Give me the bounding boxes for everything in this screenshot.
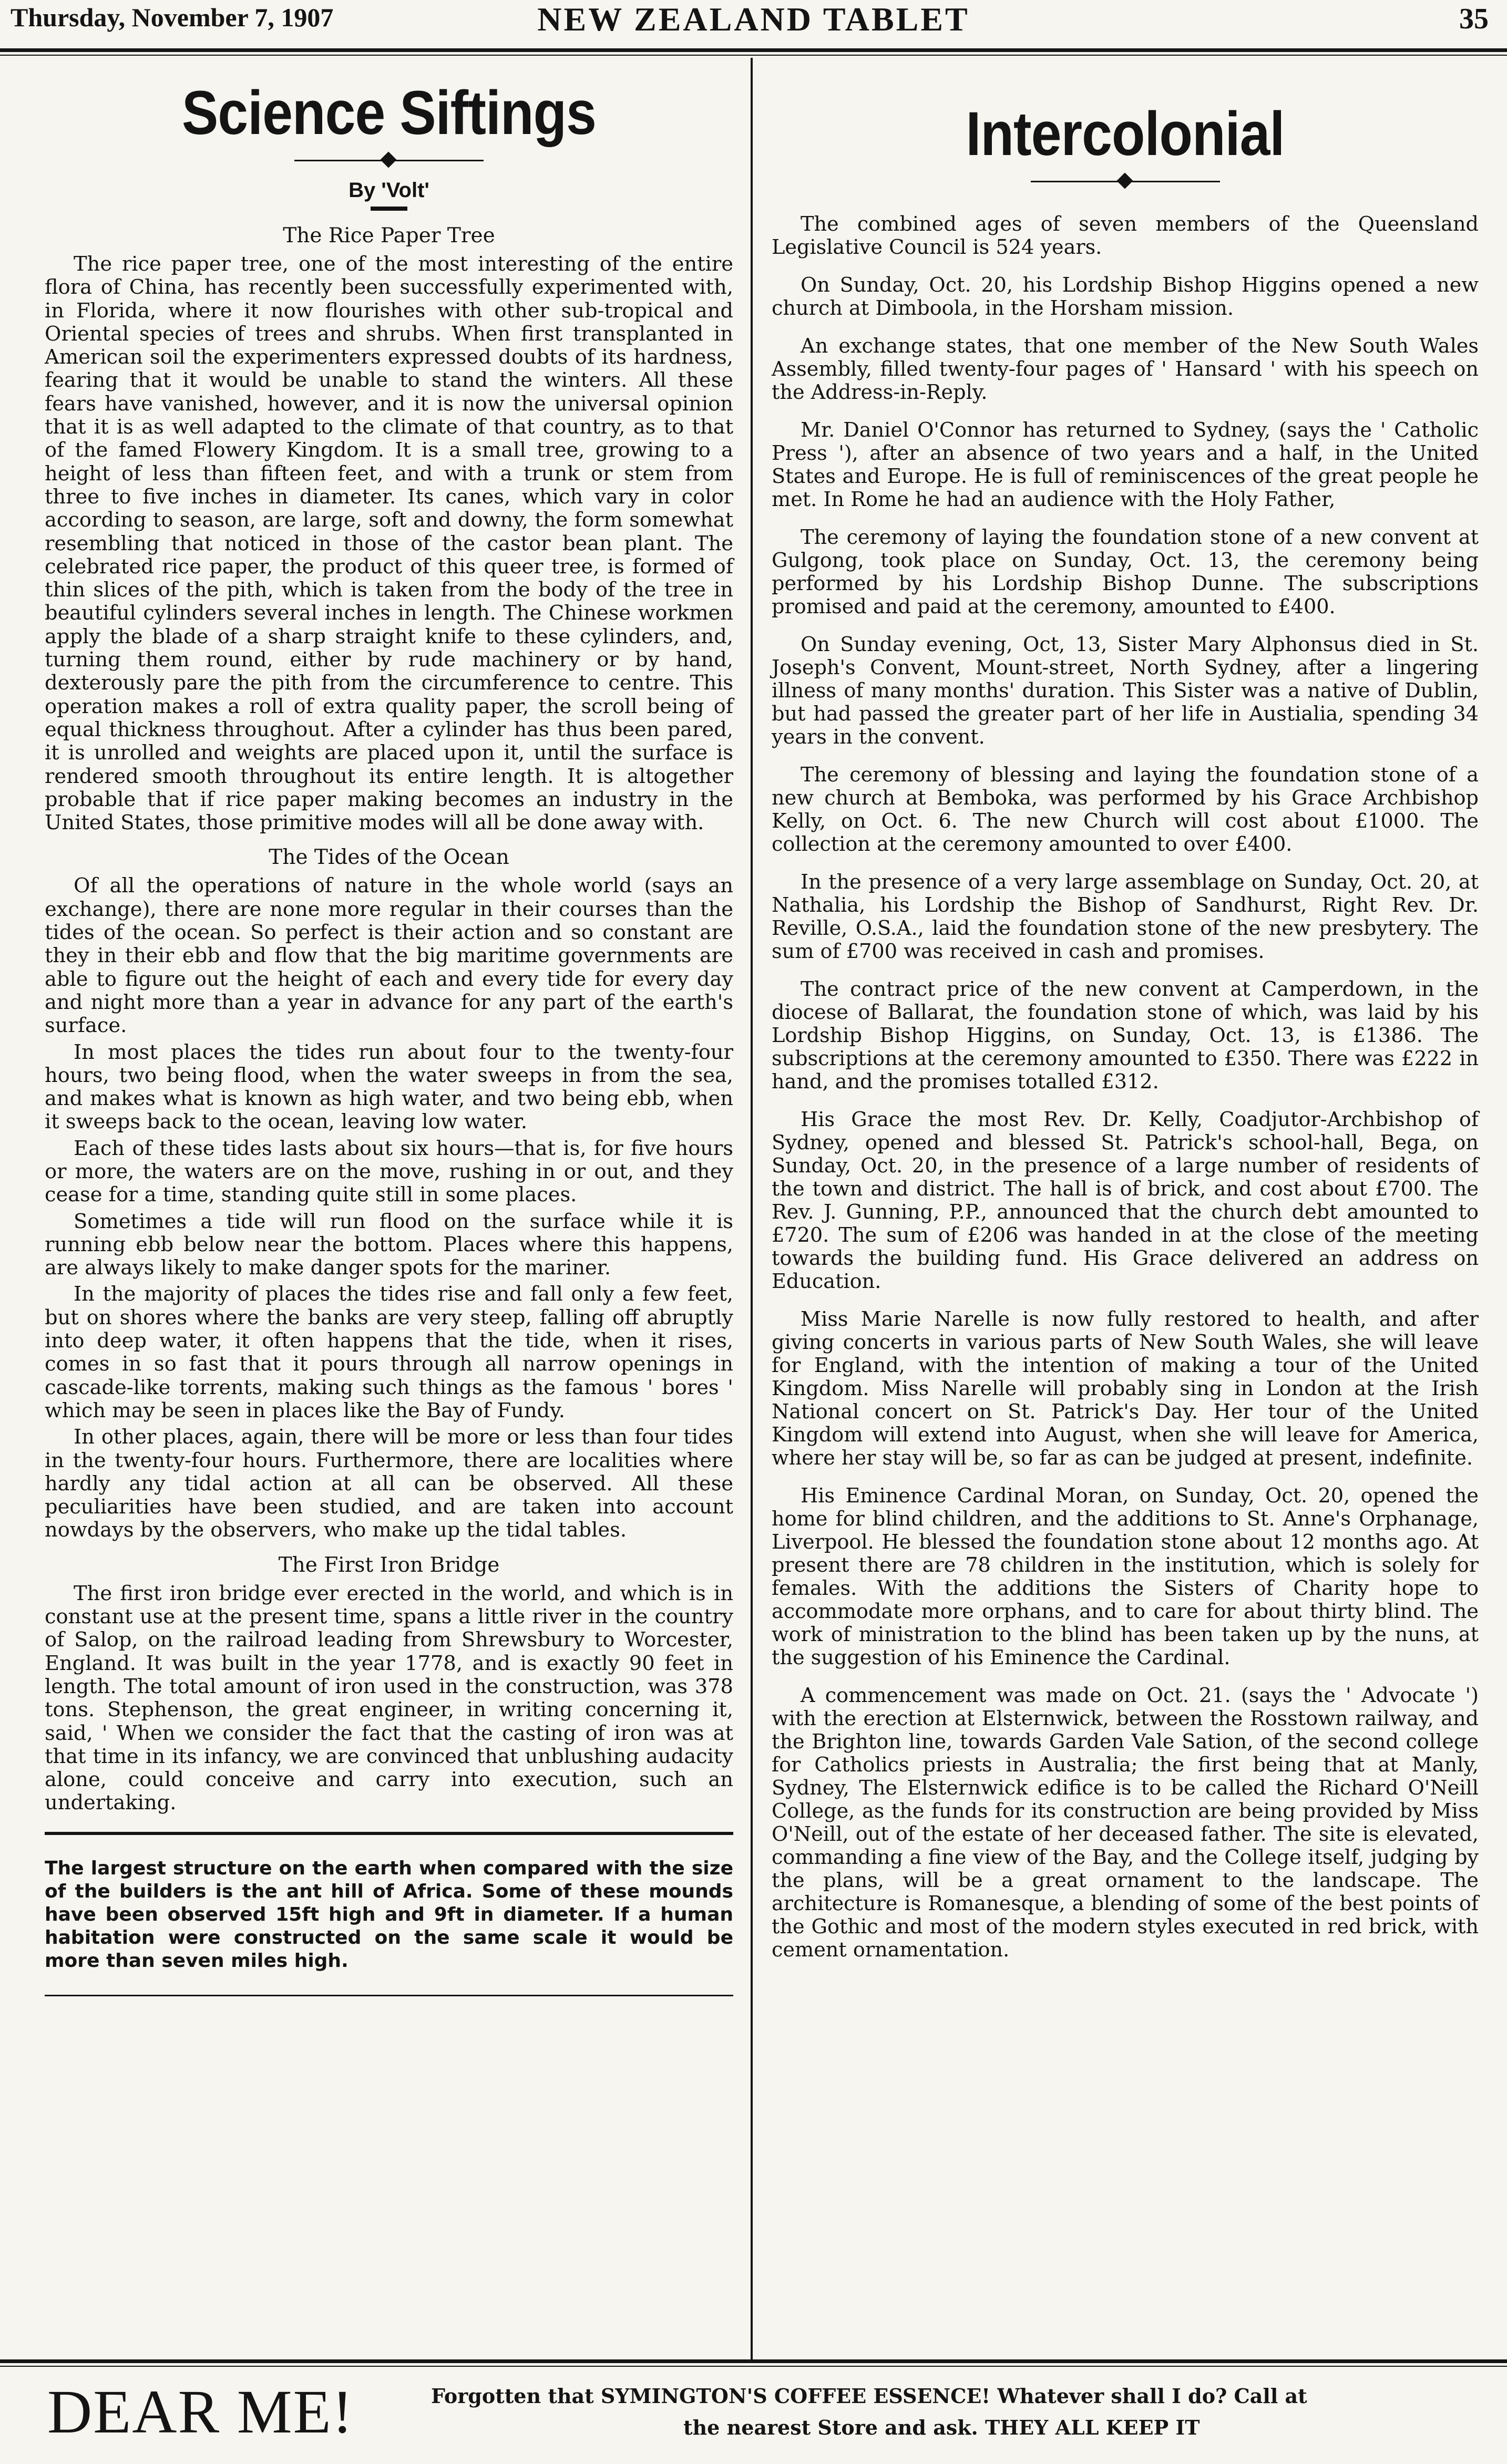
footer-rule-thin xyxy=(0,2366,1507,2367)
news-item: The ceremony of blessing and laying the foundation stone of a new church at Bemboka, was performed by his Grace Archbishop Kelly, on Oct. 6. The new Church will cost about £1000. The collection at the ceremony amounted to over £400. xyxy=(772,764,1479,856)
article-paragraph: Each of these tides lasts about six hours—that is, for five hours or more, the waters are on the move, rushing in or out, and they cease for a time, standing quite still in some places. xyxy=(45,1136,733,1207)
ornament-divider xyxy=(1031,173,1220,189)
article-paragraph: The first iron bridge ever erected in the world, and which is in constant use at the present time, spans a little river in the country of Salop, on the railroad leading from Shrewsbury to Worcester, England. It was built in the year 1778, and is exactly 90 feet in length. The total amount of iron used in the construction, was 378 tons. Stephenson, the great engineer, in writing concerning it, said, ' When we consider the fact that the casting of iron was at that time in its infancy, we are convinced that unblushing audacity alone, could conceive and carry into execution, such an undertaking. xyxy=(45,1581,733,1815)
news-item: An exchange states, that one member of the New South Wales Assembly, filled twenty-four pages of ' Hansard ' with his speech on the Address-in-Reply. xyxy=(772,335,1479,404)
advertisement xyxy=(0,2373,1507,2462)
page-header xyxy=(0,0,1507,47)
news-item: The combined ages of seven members of the Queensland Legislative Council is 524 years. xyxy=(772,213,1479,259)
article-paragraph: The rice paper tree, one of the most interesting of the entire flora of China, has recently been successfully experimented with, in Florida, where it now flourishes with other sub-tropical and Oriental species of trees and shrubs. When first transplanted in American soil the experimenters expressed doubts of its hardness, fearing that it would be unable to stand the winters. All these fears have vanished, however, and it is now the universal opinion that it is as well adapted to the climate of that country, as to that of the famed Flowery Kingdom. It is a small tree, growing to a height of less than fifteen feet, and with a trunk or stem from three to five inches in diameter. Its canes, which vary in color according to season, are large, soft and downy, the form somewhat resembling that noticed in those of the castor bean plant. The celebrated rice paper, the product of this queer tree, is formed of thin slices of the pith, which is taken from the body of the tree in beautiful cylinders several inches in length. The Chinese workmen apply the blade of a sharp straight knife to these cylinders, and, turning them round, either by rude machinery or by hand, dexterously pare the pith from the circumference to centre. This operation makes a roll of extra quality paper, the scroll being of equal thickness throughout. After a cylinder has thus been pared, it is unrolled and weights are placed upon it, until the surface is rendered smooth throughout its entire length. It is altogether probable that if rice paper making becomes an industry in the United States, those primitive modes will all be done away with. xyxy=(45,252,733,835)
news-item: In the presence of a very large assemblage on Sunday, Oct. 20, at Nathalia, his Lordship the Bishop of Sandhurst, Right Rev. Dr. Reville, O.S.A., laid the foundation stone of the new presbytery. The sum of £700 was received in cash and promises. xyxy=(772,871,1479,963)
ad-line-2: the nearest Store and ask. THEY ALL KEEP IT xyxy=(683,2416,1200,2439)
news-item: The contract price of the new convent at Camperdown, in the diocese of Ballarat, the foundation stone of which, was laid by his Lordship Bishop Higgins, on Sunday, Oct. 13, is £1386. The subscriptions at the ceremony amounted to £350. There was £222 in hand, and the promises totalled £312. xyxy=(772,978,1479,1094)
news-item: A commencement was made on Oct. 21. (says the ' Advocate ') with the erection at Elsternwick, between the Rosstown railway, and the Brighton line, towards Garden Vale Sation, of the second college for Catholics priests in Australia; the first being that at Manly, Sydney, The Elsternwick edifice is to be called the Richard O'Neill College, as the funds for its construction are being provided by Miss O'Neill, out of the estate of her deceased father. The site is elevated, commanding a fine view of the Bay, and the College itself, judging by the plans, will be a great ornament to the landscape. The architecture is Romanesque, a blending of some of the best points of the Gothic and most of the modern styles executed in red brick, with cement ornamentation. xyxy=(772,1684,1479,1962)
intercolonial-column xyxy=(772,79,1479,1976)
article-heading: The First Iron Bridge xyxy=(278,1553,500,1577)
column-divider xyxy=(751,58,753,2359)
header-rule xyxy=(0,48,1507,52)
news-item: The ceremony of laying the foundation stone of a new convent at Gulgong, took place on Sunday, Oct. 13, the ceremony being performed by his Lordship Bishop Dunne. The subscriptions promised and paid at the ceremony, amounted to £400. xyxy=(772,526,1479,618)
boxed-note-rule xyxy=(45,1995,733,1996)
news-item: His Grace the most Rev. Dr. Kelly, Coadjutor-Archbishop of Sydney, opened and blessed St. Patrick's school-hall, Bega, on Sunday, Oct. 20, in the presence of a large number of residents of the town and district. The hall is of brick, and cost about £700. The Rev. J. Gunning, P.P., announced that the church debt amounted to £720. The sum of £206 was handed in at the close of the meeting towards the building fund. His Grace delivered an address on Education. xyxy=(772,1108,1479,1293)
section-title: Science Siftings xyxy=(181,78,597,148)
ad-headline: DEAR ME! xyxy=(47,2377,354,2446)
article-paragraph: Of all the operations of nature in the whole world (says an exchange), there are none more regular in their courses than the tides of the ocean. So perfect is their action and so constant are they in their ebb and flow that the big maritime governments are able to figure out the height of each and every tide for every day and night more than a year in advance for any part of the earth's surface. xyxy=(45,874,733,1038)
article-paragraph: In the majority of places the tides rise and fall only a few feet, but on shores where the banks are very steep, falling off abruptly into deep water, it often happens that the tide, when it rises, comes in so fast that it pours through all narrow openings in cascade-like torrents, making such things as the famous ' bores ' which may be seen in places like the Bay of Fundy. xyxy=(45,1282,733,1422)
article-heading: The Tides of the Ocean xyxy=(269,846,509,870)
page-number: 35 xyxy=(1459,3,1489,35)
short-rule xyxy=(371,207,407,211)
footer-rule xyxy=(0,2359,1507,2363)
science-siftings-column xyxy=(45,79,733,1996)
news-item: On Sunday, Oct. 20, his Lordship Bishop Higgins opened a new church at Dimboola, in the Horsham mission. xyxy=(772,274,1479,320)
news-item: On Sunday evening, Oct, 13, Sister Mary Alphonsus died in St. Joseph's Convent, Mount-street, North Sydney, after a lingering illness of many months' duration. This Sister was a native of Dublin, but had passed the greater part of her life in Austialia, spending 34 years in the convent. xyxy=(772,633,1479,749)
article-paragraph: In most places the tides run about four to the twenty-four hours, two being flood, when the water sweeps in from the sea, and makes what is known as high water, and two being ebb, when it sweeps back to the ocean, leaving low water. xyxy=(45,1040,733,1134)
boxed-note xyxy=(45,1832,733,1973)
masthead: NEW ZEALAND TABLET xyxy=(537,1,970,38)
article-paragraph: Sometimes a tide will run flood on the surface while it is running ebb below near the bottom. Places where this happens, are always likely to make danger spots for the mariner. xyxy=(45,1209,733,1280)
section-title: Intercolonial xyxy=(966,99,1285,169)
news-item: Miss Marie Narelle is now fully restored to health, and after giving concerts in various parts of New South Wales, she will leave for England, with the intention of making a tour of the United Kingdom. Miss Narelle will probably sing in London at the Irish National concert on St. Patrick's Day. Her tour of the United Kingdom will extend into August, when she will leave for America, where her stay will be, so far as can be judged at present, indefinite. xyxy=(772,1308,1479,1470)
byline: By 'Volt' xyxy=(348,179,429,202)
article-heading: The Rice Paper Tree xyxy=(283,224,495,248)
boxed-note-text: The largest structure on the earth when compared with the size of the builders is the ant hill of Africa. Some of these mounds have been observed 15ft high and 9ft in diameter. If a human habitation were constructed on the same scale it would be more than seven miles high. xyxy=(45,1857,733,1972)
news-item: Mr. Daniel O'Connor has returned to Sydney, (says the ' Catholic Press '), after an absence of two years and a half, in the United States and Europe. He is full of reminiscences of the great people he met. In Rome he had an audience with the Holy Father, xyxy=(772,419,1479,511)
header-rule-thin xyxy=(0,55,1507,56)
news-item: His Eminence Cardinal Moran, on Sunday, Oct. 20, opened the home for blind children, and the additions to St. Anne's Orphanage, Liverpool. He blessed the foundation stone about 12 months ago. At present there are 78 children in the institution, which is solely for females. With the additions the Sisters of Charity hope to accommodate more orphans, and to care for about thirty blind. The work of ministration to the blind has been taken up by the nuns, at the suggestion of his Eminence the Cardinal. xyxy=(772,1484,1479,1669)
ad-line-1: Forgotten that SYMINGTON'S COFFEE ESSENCE! Whatever shall I do? Call at xyxy=(431,2384,1307,2408)
issue-date: Thursday, November 7, 1907 xyxy=(11,3,334,32)
article-paragraph: In other places, again, there will be more or less than four tides in the twenty-four hours. Furthermore, there are localities where hardly any tidal action at all can be observed. All these peculiarities have been studied, and are taken into account nowdays by the observers, who make up the tidal tables. xyxy=(45,1425,733,1542)
ornament-divider xyxy=(294,152,484,168)
